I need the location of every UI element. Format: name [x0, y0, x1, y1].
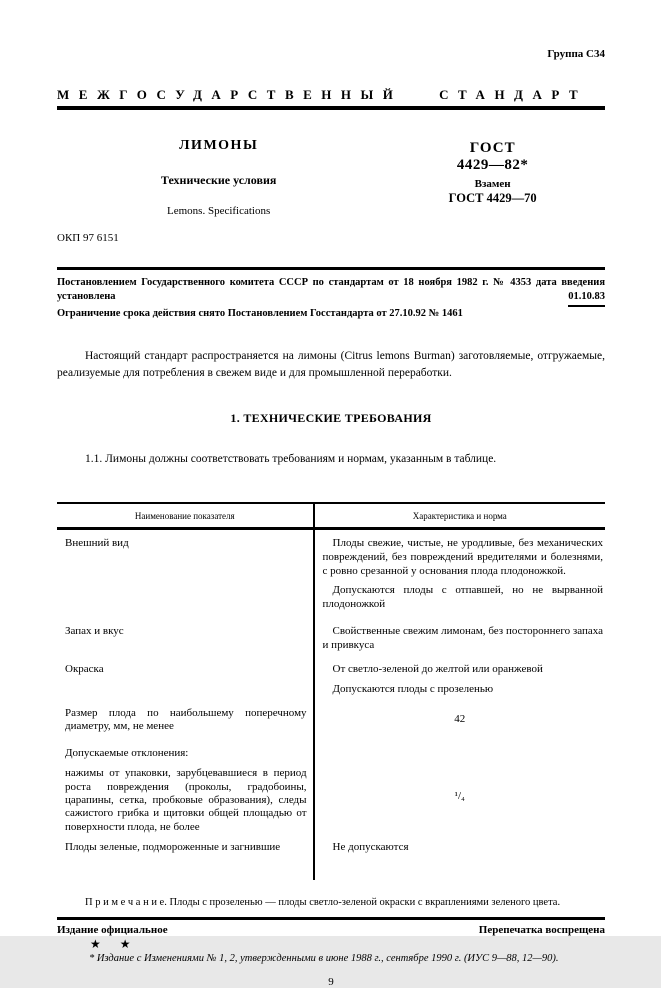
replaced-standard-number: ГОСТ 4429—70 [448, 191, 537, 205]
document-subtitle-english: Lemons. Specifications [167, 205, 271, 217]
table-row [57, 530, 605, 618]
row-value-green-frozen-rotten [315, 834, 605, 880]
row-value-deviations [315, 740, 605, 760]
amendments-footnote: * Издание с Изменениями № 1, 2, утвержденными в июне 1988 г., сентябре 1990 г. (ИУС 9—88, 12—90). [89, 953, 559, 965]
row-value-paragraph: Свойственные свежим лимонам, без постороннего запаха и привкуса [322, 624, 603, 651]
row-name-smell-taste: Запах и вкус [57, 618, 315, 656]
row-value-paragraph: Допускаются плоды с отпавшей, но не вырванной плодоножкой [322, 584, 603, 611]
requirements-table [57, 502, 605, 880]
section-1-heading: 1. ТЕХНИЧЕСКИЕ ТРЕБОВАНИЯ [230, 411, 432, 426]
row-value-smell-taste [315, 618, 605, 656]
table-header-row [57, 502, 605, 530]
decree-line-2 [57, 290, 605, 307]
table-row [57, 834, 605, 880]
decree-line-1: Постановлением Государственного комитета СССР по стандартам от 18 ноября 1982 г. № 4353 дата введения [57, 277, 605, 288]
table-row [57, 760, 605, 834]
decree-block [57, 276, 605, 321]
header-thick-rule [57, 106, 605, 110]
row-value-paragraph: Допускаются плоды с прозеленью [332, 682, 494, 695]
column-header-characteristic: Характеристика и норма [412, 511, 507, 522]
official-edition-label: Издание официальное [57, 924, 168, 937]
row-name-deviations: Допускаемые отклонения: [57, 740, 315, 760]
standard-type-heading: МЕЖГОСУДАРСТВЕННЫЙ СТАНДАРТ [57, 87, 588, 102]
table-row [57, 740, 605, 760]
row-value-defects: ¹/₄ [454, 790, 465, 803]
decree-line-3: Ограничение срока действия снято Постановлением Госстандарта от 27.10.92 № 1461 [57, 307, 463, 319]
table-row [57, 700, 605, 740]
row-name-defects: нажимы от упаковки, зарубцевавшиеся в период роста повреждения (проколы, градобоины, царапины, сетка, пробковые образования), следы сажистого грибка и щитовки общей площадью от поверхности плода, не более [57, 760, 315, 834]
title-area [57, 138, 605, 217]
page-number: 9 [328, 976, 334, 988]
title-block [57, 138, 380, 217]
okp-code: ОКП 97 6151 [57, 232, 119, 244]
document-title: ЛИМОНЫ [179, 138, 259, 153]
row-value-size: 42 [454, 712, 466, 725]
gost-label: ГОСТ [469, 140, 516, 156]
gost-number: 4429—82* [456, 157, 529, 173]
row-value-appearance [315, 530, 605, 618]
row-name-green-frozen-rotten: Плоды зеленые, подмороженные и загнившие [57, 834, 315, 880]
column-header-indicator: Наименование показателя [57, 504, 315, 527]
group-classification-label: Группа С34 [547, 48, 605, 60]
row-name-size: Размер плода по наибольшему поперечному диаметру, мм, не менее [57, 700, 315, 740]
note-paragraph: П р и м е ч а н и е. Плоды с прозеленью — плоды светло-зеленой окраски с вкраплениями зеленого цвета. [85, 897, 561, 909]
row-name-color: Окраска [57, 656, 315, 700]
table-row [57, 656, 605, 700]
footer-row [57, 924, 605, 936]
stars-ornament: ★ ★ [90, 937, 131, 952]
effective-date: 01.10.83 [568, 290, 605, 307]
row-value-paragraph: Не допускаются [332, 841, 409, 854]
gost-designation-block [380, 138, 605, 217]
scope-paragraph: Настоящий стандарт распространяется на лимоны (Citrus lemons Burman) заготовляемые, отгружаемые, реализуемые для потребления в свежем виде и для промышленной переработки. [57, 349, 605, 379]
row-value-color [315, 656, 605, 700]
row-name-appearance: Внешний вид [57, 530, 315, 618]
table-row [57, 618, 605, 656]
document-subtitle: Технические условия [160, 173, 277, 187]
decree-top-rule [57, 267, 605, 270]
reprint-prohibited-label: Перепечатка воспрещена [478, 924, 605, 937]
clause-1-1: 1.1. Лимоны должны соответствовать требованиям и нормам, указанным в таблице. [85, 453, 497, 466]
row-value-paragraph: Плоды свежие, чистые, не уродливые, без механических повреждений, без повреждений вредителями и болезнями, с ровно срезанной у основания плода плодоножкой. [322, 537, 603, 577]
row-value-paragraph: От светло-зеленой до желтой или оранжевой [332, 662, 543, 675]
replaces-label: Взамен [474, 178, 511, 190]
footer-rule [57, 917, 605, 920]
decree-line-2-text: установлена [57, 290, 116, 302]
